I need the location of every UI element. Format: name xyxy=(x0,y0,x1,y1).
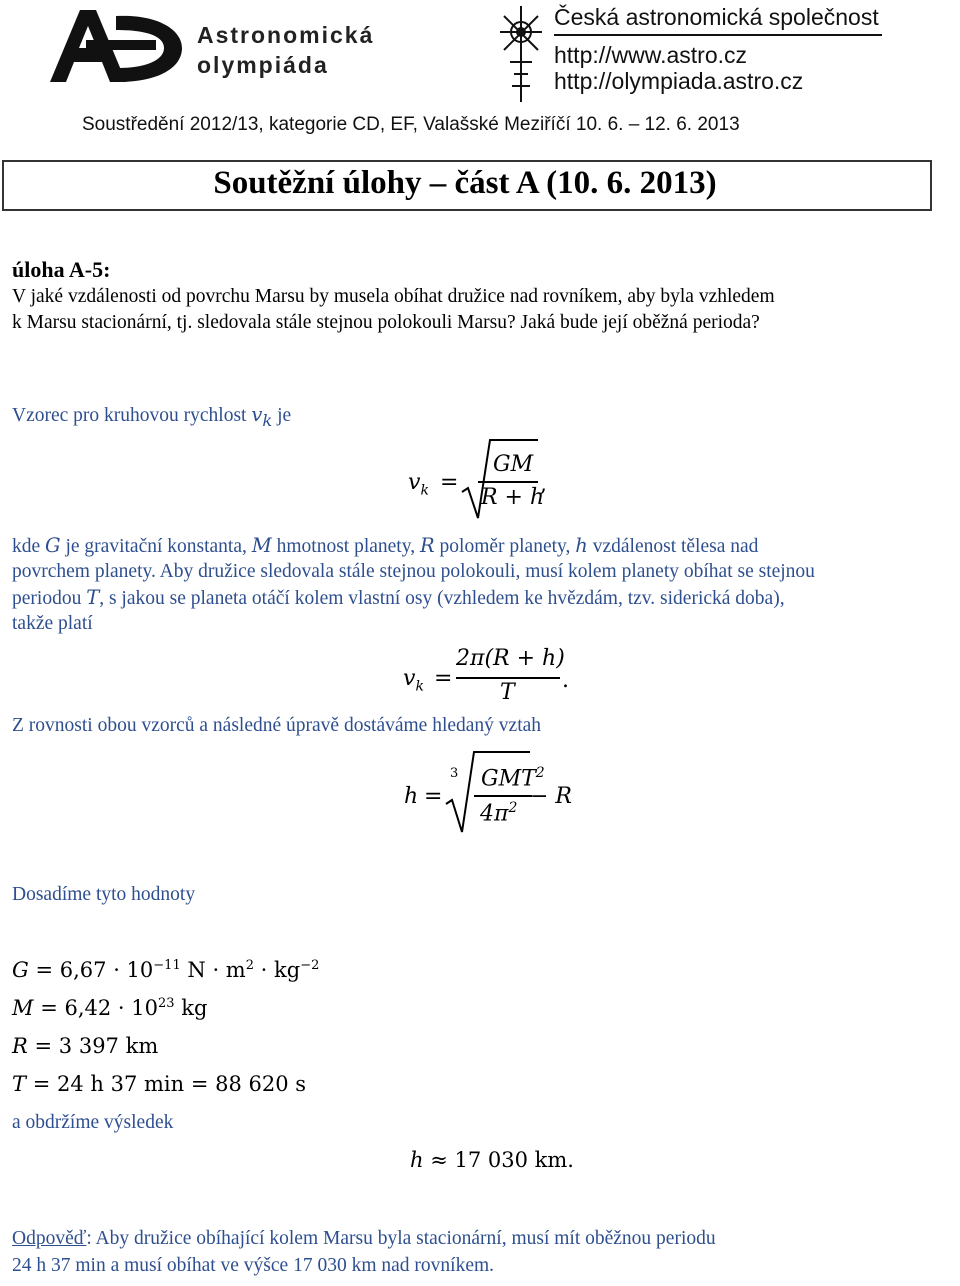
eq1-fraction-bar xyxy=(478,481,538,483)
eq2-lhs: $v_k$ xyxy=(403,666,424,695)
star-logo-icon xyxy=(492,2,550,106)
explanation-line2: periodou T, s jakou se planeta otáčí kolem vlastní osy (vzhledem ke hvězdám, tzv. siderická doba), xyxy=(12,586,785,609)
value-gravitational-constant: $G = 6,67 \cdot 10^{-11}$ $N \cdot m^2 \cdot kg^{-2}$ xyxy=(12,958,320,982)
explanation-line3: takže platí xyxy=(12,613,93,634)
olympiad-website-link[interactable]: http://olympiada.astro.cz xyxy=(554,68,804,94)
eq3-denominator: $4\pi^2$ xyxy=(480,800,518,827)
eq3-fraction-bar xyxy=(474,795,532,797)
eq1-tail: , xyxy=(540,472,547,497)
eq1-denominator: R + h xyxy=(481,485,545,510)
task-text-line2: k Marsu stacionární, tj. sledovala stále stejnou polokouli Marsu? Jaká bude její oběžná perioda? xyxy=(12,312,760,333)
website-link[interactable]: http://www.astro.cz xyxy=(554,42,748,68)
result-value: h ≈ 17 030 km. xyxy=(410,1148,574,1172)
result-intro: a obdržíme výsledek xyxy=(12,1112,174,1133)
eq2-tail: . xyxy=(562,668,569,693)
derivation-text: Z rovnosti obou vzorců a následné úpravě dostáváme hledaný vztah xyxy=(12,715,542,736)
eq2-equals: = xyxy=(434,666,453,691)
olympiad-name xyxy=(197,20,374,80)
eq3-lhs: h xyxy=(404,784,419,809)
page-title: Soutěžní úlohy – část A (10. 6. 2013) xyxy=(213,165,717,201)
formula-intro xyxy=(12,402,291,433)
eq3-tail: − R xyxy=(530,784,572,809)
eq3-numerator: GMT$^2$ xyxy=(481,765,545,792)
eq1-lhs: $v_k$ xyxy=(408,470,429,499)
answer-label: Odpověď xyxy=(12,1228,87,1249)
root-index: 3 xyxy=(450,766,459,781)
task-text-line1: V jaké vzdálenosti od povrchu Marsu by musela obíhat družice nad rovníkem, aby byla vzhledem xyxy=(12,286,775,307)
eq1-equals: = xyxy=(440,470,459,495)
task-heading: úloha A-5: xyxy=(12,257,111,282)
astronomicka-olympiada-logo xyxy=(46,6,186,86)
eq3-equals: = xyxy=(424,784,443,809)
eq1-numerator: GM xyxy=(493,452,534,477)
definitions-line: kde G je gravitační konstanta, M hmotnost planety, R poloměr planety, h vzdálenost tělesa nad xyxy=(12,534,759,557)
event-info: Soustředění 2012/13, kategorie CD, EF, Valašské Meziříčí 10. 6. – 12. 6. 2013 xyxy=(82,114,740,135)
formula-intro-text: Vzorec pro kruhovou rychlost xyxy=(12,405,247,426)
olympiad-name-line2: olympiáda xyxy=(197,52,329,78)
answer-line2: 24 h 37 min a musí obíhat ve výšce 17 030 km nad rovníkem. xyxy=(12,1255,495,1276)
society-name: Česká astronomická společnost xyxy=(554,4,879,30)
substitute-text: Dosadíme tyto hodnoty xyxy=(12,884,196,905)
formula-intro-end: je xyxy=(277,405,292,426)
olympiad-name-line1: Astronomická xyxy=(197,22,375,48)
eq2-denominator: T xyxy=(500,680,515,705)
explanation-line1: povrchem planety. Aby družice sledovala stále stejnou polokouli, musí kolem planety obíhat se stejnou xyxy=(12,561,815,582)
value-mass: $M = 6,42 \cdot 10^{23}$ kg xyxy=(12,996,208,1020)
value-radius: R = 3 397 km xyxy=(12,1034,159,1058)
answer-line1: Odpověď: Aby družice obíhající kolem Marsu byla stacionární, musí mít oběžnou periodu xyxy=(12,1228,716,1249)
velocity-symbol: $v_k$ xyxy=(251,403,273,430)
value-period: T = 24 h 37 min = 88 620 s xyxy=(12,1072,307,1096)
header-divider xyxy=(554,34,882,36)
eq2-fraction-bar xyxy=(456,677,560,679)
eq2-numerator: 2π(R + h) xyxy=(456,646,565,671)
